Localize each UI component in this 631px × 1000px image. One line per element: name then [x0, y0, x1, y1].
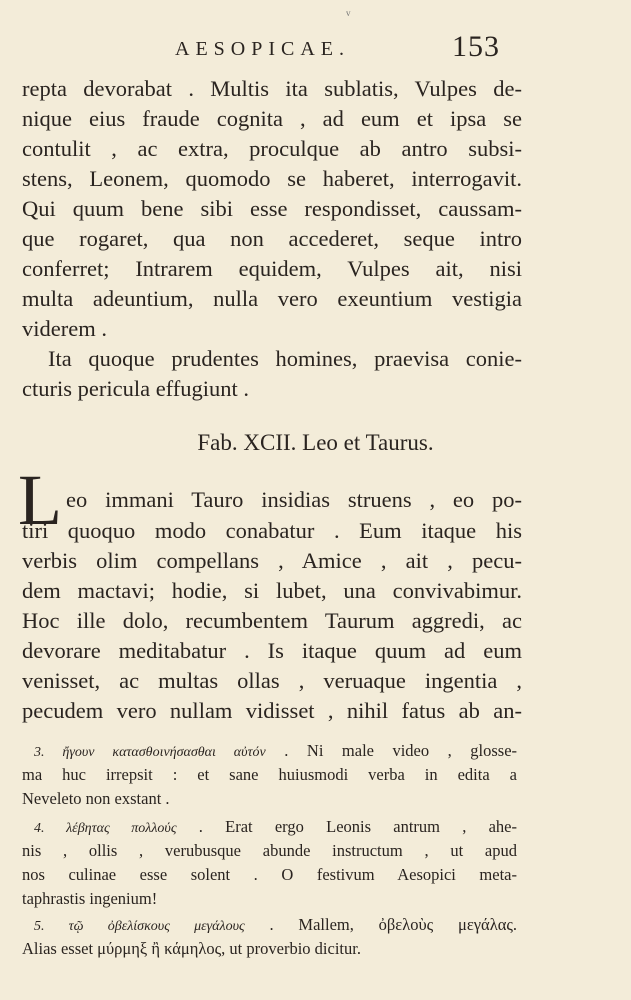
fable-title: Fab. XCII. Leo et Taurus.	[197, 430, 434, 455]
fable-line: pecudem vero nullam vidisset , nihil fatus ab an-	[22, 698, 522, 723]
fable-line: devorare meditabatur . Is itaque quum ad eum	[22, 638, 522, 663]
greek-lemma: 5. τῷ ὀβελίσκους μεγάλους	[34, 919, 245, 934]
body-line: stens, Leonem, quomodo se haberet, interrogavit.	[22, 166, 522, 191]
fable-line: Hoc ille dolo, recumbentem Taurum aggredi, ac	[22, 608, 522, 633]
footnote-line: 3. ἤγουν κατασθοινήσασθαι αὐτόν . Ni male video , glosse-	[34, 741, 518, 760]
body-line: contulit , ac extra, proculque ab antro subsi-	[22, 136, 522, 161]
body-line: repta devorabat . Multis ita sublatis, Vulpes de-	[22, 76, 522, 101]
page-number: 153	[452, 30, 500, 63]
body-line: conferret; Intrarem equidem, Vulpes ait, nisi	[22, 256, 522, 281]
drop-cap: L	[18, 460, 62, 540]
moral-line: Ita quoque prudentes homines, praevisa conie-	[48, 346, 522, 371]
body-line: multa adeuntium, nulla vero exeuntium vestigia	[22, 286, 522, 311]
footnote-line: taphrastis ingenium!	[22, 889, 158, 908]
fable-line: verbis olim compellans , Amice , ait , pecu-	[22, 548, 522, 573]
greek-lemma: 4. λέβητας πολλούς	[34, 821, 177, 836]
body-line: viderem .	[22, 316, 107, 341]
body-line: Qui quum bene sibi esse respondisset, caussam-	[22, 196, 522, 221]
footnote-line: Neveleto non exstant .	[22, 789, 170, 808]
footnote-line: Alias esset μύρμηξ ἢ κάμηλος, ut proverbio dicitur.	[22, 939, 361, 958]
moral-line: cturis pericula effugiunt .	[22, 376, 250, 401]
page-tick-mark: v	[346, 8, 351, 18]
footnote-line: ma huc irrepsit : et sane huiusmodi verba in edita a	[22, 765, 517, 784]
fable-line: eo immani Tauro insidias struens , eo po-	[66, 487, 522, 512]
fable-line: dem mactavi; hodie, si lubet, una convivabimur.	[22, 578, 522, 603]
fable-line: venisset, ac multas ollas , veruaque ingentia ,	[22, 668, 522, 693]
footnote-line: 4. λέβητας πολλούς . Erat ergo Leonis antrum , ahe-	[34, 817, 517, 836]
running-title: AESOPICAE.	[175, 38, 351, 60]
footnote-line: nis , ollis , verubusque abunde instructum , ut apud	[22, 841, 517, 860]
body-line: nique eius fraude cognita , ad eum et ipsa se	[22, 106, 522, 131]
fable-line: tiri quoquo modo conabatur . Eum itaque his	[22, 518, 522, 543]
footnote-line: nos culinae esse solent . O festivum Aesopici meta-	[22, 865, 517, 884]
greek-lemma: 3. ἤγουν κατασθοινήσασθαι αὐτόν	[34, 745, 266, 760]
body-line: que rogaret, qua non accederet, seque intro	[22, 226, 522, 251]
footnote-line: 5. τῷ ὀβελίσκους μεγάλους . Mallem, ὀβελοὺς μεγάλας.	[34, 915, 517, 934]
